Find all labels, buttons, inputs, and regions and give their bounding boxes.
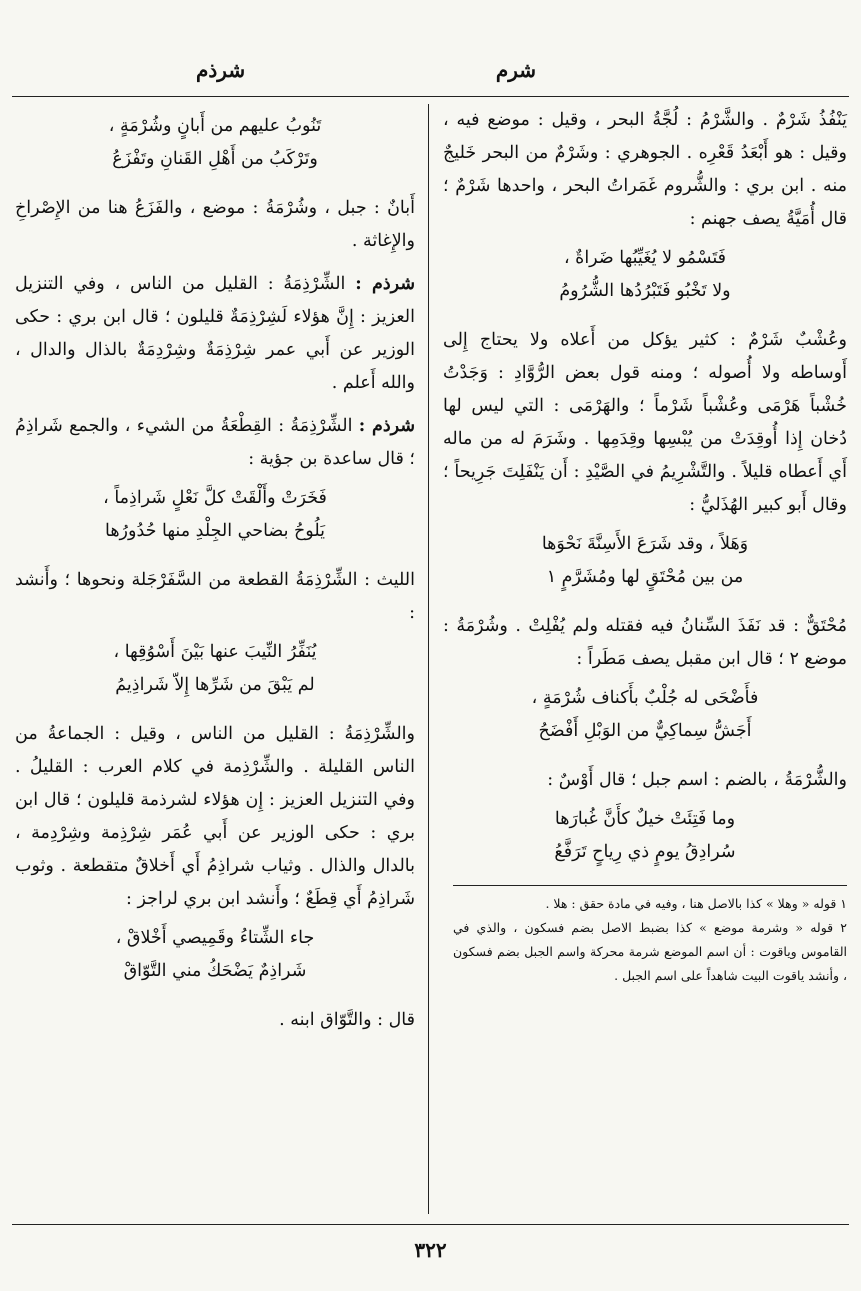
verse: [443, 682, 847, 748]
verse: [443, 803, 847, 869]
verse: [443, 242, 847, 308]
verse: [15, 110, 415, 176]
verse-line: لم يَبْقَ من شَرِّها إِلاّ شَراذِيمُ: [115, 675, 315, 695]
verse-line: فأَضْحَى له جُلْبٌ بأَكناف شُرْمَةٍ ،: [531, 688, 759, 708]
headword: شرذم :: [358, 416, 415, 436]
paragraph: وعُشْبٌ شَرْمٌ : كثير يؤكل من أَعلاه ولا يحتاج إِلى أَوساطه ولا أُصوله ؛ ومنه قول بعض الرُّوَّادِ : وَجَدْتُ خُشْباً هَرْمَى وعُشْباً شَرْماً ؛ والهَرْمَى : التي ليس لها دُخان إِذا أُوقِدَتْ من يُبْسِها وقِدَمِها . وشَرَمَ له من ماله أَي أَعطاه قليلاً . والتَّشْرِيمُ في الصَّيْدِ : أَن يَنْفَلِتَ جَرِيحاً ؛ وقال أَبو كبير الهُذَليُّ :: [443, 330, 847, 515]
bottom-rule: [12, 1224, 849, 1225]
page-number: ٣٢٢: [414, 1238, 447, 1262]
paragraph: مُحْتَقٌّ : قد نَفَذَ السِّنانُ فيه فقتله ولم يُفْلِتْ . وشُرْمَةُ : موضع ٢ ؛ قال ابن مقبل يصف مَطَراً :: [443, 616, 847, 669]
entry: [15, 410, 415, 476]
entry-text: الشِّرْذِمَةُ : القليل من الناس ، وفي التنزيل العزيز : إِنَّ هؤلاء لَشِرْذِمَةٌ قليلون ؛ قال ابن بري : حكى الوزير عن أَبي عمر شِرْذِمَةٌ وشِرْدِمَةٌ بالذال والدال ، والله أَعلم .: [15, 274, 415, 393]
top-rule: [12, 96, 849, 97]
headword: شرذم :: [355, 274, 415, 294]
paragraph: أَبانٌ : جبل ، وشُرْمَةُ : موضع ، والفَزَعُ هنا من الإِصْراخِ والإِغاثة .: [15, 198, 415, 251]
verse-line: يُنَفِّرُ النِّيبَ عنها بَيْنَ أَسْوُقِها ،: [113, 642, 317, 662]
verse: [15, 482, 415, 548]
verse: [443, 528, 847, 594]
verse-line: من بين مُحْتَقٍ لها ومُشَرَّمٍ ١: [546, 567, 744, 587]
verse-line: شَراذِمٌ يَضْحَكُ مني التَّوّاقْ: [123, 961, 307, 981]
footnotes: [453, 885, 847, 988]
footnote: ١ قوله « وهلا » كذا بالاصل هنا ، وفيه في مادة حقق : هلا .: [545, 896, 847, 911]
paragraph: والشِّرْذِمَةُ : القليل من الناس ، وقيل : الجماعةُ من الناس القليلة . والشِّرْذِمة في كلام العرب : القليلُ . وفي التنزيل العزيز : إِن هؤلاء لشرذمة قليلون ؛ قال ابن بري : حكى الوزير عن أَبي عُمَر شِرْذِمة وشِرْدِمة ، بالدال والذال . وثياب شراذِمُ أَي أَخلاقٌ متقطعة . وثوب شَراذِمُ أَي قِطَعٌ ؛ وأَنشد ابن بري لراجز :: [15, 724, 415, 909]
right-column: [443, 104, 847, 988]
verse-line: ولا تَخْبُو فَتَبْرُدُها الشُّرُومُ: [559, 281, 731, 301]
verse-line: فَتَسْمُو لا يُغَيِّبُها ضَراةٌ ،: [563, 248, 727, 268]
verse-line: وما فَتِئَتْ خيلٌ كأَنَّ غُبارَها: [554, 809, 736, 829]
entry-text: الشِّرْذِمَةُ : القِطْعَةُ من الشيء ، والجمع شَراذِمُ ؛ قال ساعدة بن جؤية :: [15, 416, 415, 469]
entry: [15, 268, 415, 400]
verse-line: وتَرْكَبُ من أَهْلِ القَنانِ وتَفْزَعُ: [112, 149, 318, 169]
verse-line: أَجَشُّ سِماكِيٌّ من الوَبْلِ أَفْضَحُ: [538, 721, 752, 741]
verse-line: جاء الشِّتاءُ وقَمِيصي أَخْلاقْ ،: [115, 928, 315, 948]
left-column: [15, 104, 415, 1043]
running-header-left: شرذم: [196, 58, 246, 82]
paragraph: يَنْفُذُ شَرْمٌ . والشَّرْمُ : لُجَّةُ البحر ، وقيل : موضع فيه ، وقيل : هو أَبْعَدُ قَعْرِه . الجوهري : وشَرْمٌ من البحر خَليجٌ منه . ابن بري : والشُّروم غَمَراتُ البحر ، واحدها شَرْمٌ ؛ قال أُمَيَّةُ يصف جهنم :: [443, 110, 847, 229]
paragraph: الليث : الشِّرْذِمَةُ القطعة من السَّفَرْجَلة ونحوها ؛ وأَنشد :: [15, 570, 415, 623]
verse-line: يَلُوحُ بضاحي الجِلْدِ منها حُدُورُها: [104, 521, 326, 541]
verse: [15, 922, 415, 988]
footnote: ٢ قوله « وشرمة موضع » كذا بضبط الاصل بضم فسكون ، والذي في القاموس وياقوت : أن اسم الموضع شرمة محركة واسم الجبل بضم فسكون ، وأنشد ياقوت البيت شاهداً على اسم الجبل .: [453, 920, 847, 983]
verse-line: وَهَلاً ، وقد شَرَعَ الأَسِنَّةَ نَحْوَها: [541, 534, 749, 554]
verse-line: سُرادِقُ يومٍ ذي رِياحٍ تَرَفَّعُ: [554, 842, 736, 862]
paragraph: والشُّرْمَةُ ، بالضم : اسم جبل ؛ قال أَوْسٌ :: [547, 770, 847, 790]
verse-line: فَخَرَتْ وأَلْقَتْ كلَّ نَعْلٍ شَراذِماً ،: [103, 488, 327, 508]
paragraph: قال : والتَّوّاق ابنه .: [279, 1010, 415, 1030]
verse: [15, 636, 415, 702]
running-header-right: شرم: [495, 58, 536, 82]
column-divider: [428, 104, 429, 1214]
verse-line: تَنُوبُ عليهم من أَبانٍ وشُرْمَةٍ ،: [108, 116, 322, 136]
